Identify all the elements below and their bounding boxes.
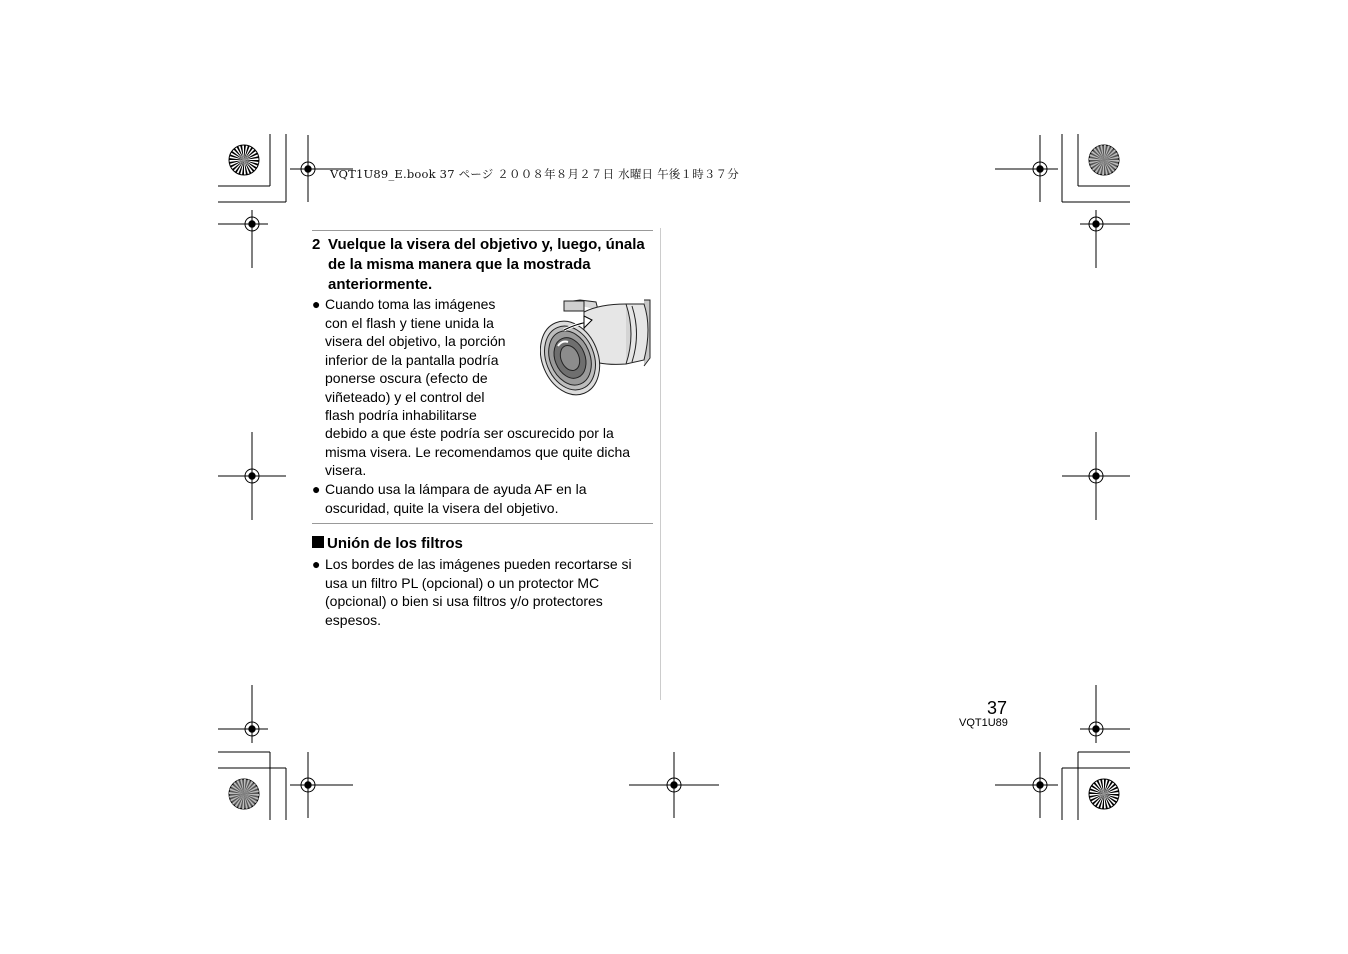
note-line: con el flash y tiene unida la xyxy=(325,314,494,331)
section-title: Unión de los filtros xyxy=(327,535,463,552)
page-number: 37 xyxy=(987,698,1008,718)
star-target-icon xyxy=(229,779,259,809)
square-bullet-icon xyxy=(312,536,324,548)
step-text: Vuelque la visera del objetivo y, luego, únala de la misma manera que la mostrada anteriormente. xyxy=(328,236,645,293)
star-target-icon xyxy=(229,145,259,175)
note-line: (opcional) o bien si usa filtros y/o protectores xyxy=(325,593,603,609)
bullet-dot: ● xyxy=(312,556,321,572)
note-line: espesos. xyxy=(325,611,382,628)
bullet-dot: ● xyxy=(312,481,321,497)
star-target-icon xyxy=(1089,779,1119,809)
star-target-icon xyxy=(1089,145,1119,175)
note-line: visera del objetivo, la porción xyxy=(325,333,506,349)
section-divider xyxy=(312,523,653,524)
note-line: Cuando usa la lámpara de ayuda AF en la xyxy=(325,481,587,497)
note-line: viñeteado) y el control del xyxy=(325,388,485,405)
note-line: visera. xyxy=(325,462,367,478)
bullet-dot: ● xyxy=(312,296,321,312)
print-header-slug: VQT1U89_E.book 37 ページ ２００８年８月２７日 水曜日 午後１時３７分 xyxy=(330,167,740,181)
note-line: inferior de la pantalla podría xyxy=(325,351,499,368)
note-line: flash podría inhabilitarse xyxy=(325,407,477,423)
note-line: usa un filtro PL (opcional) o un protector MC xyxy=(325,574,600,591)
section-heading xyxy=(312,534,463,554)
camera-lens-hood-illustration xyxy=(540,298,652,400)
note-line: debido a que éste podría ser oscurecido por la xyxy=(325,425,614,441)
model-code: VQT1U89 xyxy=(959,717,1008,729)
top-divider xyxy=(312,230,653,231)
note-line: Los bordes de las imágenes pueden recortarse si xyxy=(325,556,632,572)
note-line: Cuando toma las imágenes xyxy=(325,296,496,312)
note-line: misma visera. Le recomendamos que quite dicha xyxy=(325,443,631,460)
note-line: oscuridad, quite la visera del objetivo. xyxy=(325,499,559,516)
step-number: 2 xyxy=(312,236,321,253)
column-divider xyxy=(660,228,661,700)
note-line: ponerse oscura (efecto de xyxy=(325,370,488,386)
